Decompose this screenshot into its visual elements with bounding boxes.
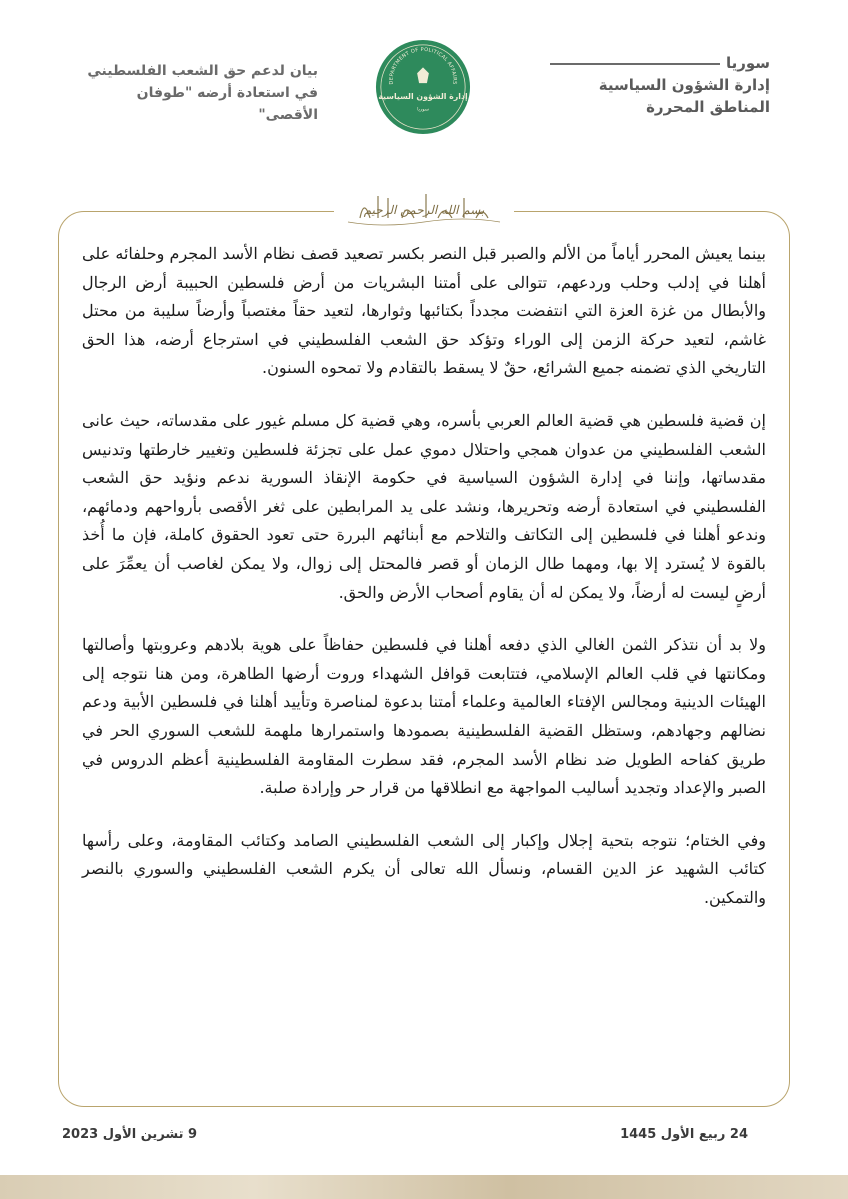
department-logo: [374, 38, 472, 136]
department-name: إدارة الشؤون السياسية: [598, 76, 770, 94]
basmala-text: بسم الله الرحمن الرحيم: [363, 203, 485, 217]
paragraph-1: بينما يعيش المحرر أياماً من الألم والصبر قبل النصر بكسر تصعيد قصف نظام الأسد المجرم وحلفائه على أهلنا في إدلب وحلب وردعهم، تتوالى على أمتنا البشريات من أرض فلسطين الحبيبة أرض الرجال والأبطال من غزة العزة التي انتفضت مجدداً بكتائبها وثوارها، لتعيد حقاً مغتصباً وأرضاً سليبة من محتل غاشم، لتعيد حركة الزمن إلى الوراء وتؤكد حق الشعب الفلسطيني في استرجاع أرضه، هذا الحق التاريخي الذي تضمنه جميع الشرائع، حقٌ لا يسقط بالتقادم ولا تمحوه السنون.: [82, 244, 766, 378]
statement-title-line1: بيان لدعم حق الشعب الفلسطيني: [87, 63, 318, 79]
logo-ring-text: DEPARTMENT OF POLITICAL AFFAIRS: [388, 46, 458, 85]
basmala-calligraphy: [344, 188, 504, 232]
logo-circle: [376, 40, 470, 134]
paragraph-2: إن قضية فلسطين هي قضية العالم العربي بأسره، وهي قضية كل مسلم غيور على مقدساته، حيث عانى الشعب الفلسطيني من عدوان همجي واحتلال دموي عمل على تجزئة فلسطين وتغيير خارطتها وتدنيس مقدساتها، وإننا في إدارة الشؤون السياسية في حكومة الإنقاذ السورية ندعم ونؤيد حق الشعب الفلسطيني في استعادة أرضه وتحريرها، ونشد على يد المرابطين على ثغر الأقصى بأرواحهم ودمائهم، وندعو أهلنا في فلسطين إلى التكاتف والتلاحم مع أبنائهم البررة حتى تعود الحقوق كاملة، فإن ما أُخذ بالقوة لا يُسترد إلا بها، ومهما طال الزمان أو قصر فالمحتل إلى زوال، ولا يمكن لغاصب أن يعمِّرَ على أرضٍ ليست له أرضاً، ولا يمكن له أن يقاوم أصحاب الأرض والحق.: [82, 410, 767, 602]
logo-name-text: إدارة الشؤون السياسية: [378, 91, 468, 101]
country-rule: [550, 63, 720, 65]
statement-body: [82, 240, 766, 936]
bottom-decorative-band: [0, 1175, 848, 1199]
paragraph-3: ولا بد أن نتذكر الثمن الغالي الذي دفعه أهلنا في فلسطين حفاظاً على هوية بلادهم وعروبتها وأصالتها ومكانتها في قلب العالم الإسلامي، فتتابعت قوافل الشهداء وروت أرضها الطاهرة، ومن هنا نتوجه إلى الهيئات الدينية ومجالس الإفتاء العالمية وعلماء أمتنا بدعوة لمناصرة وتأييد أهلنا في فلسطين الأبية ودعم نضالهم وجهادهم، وستظل القضية الفلسطينية بصمودها واستمرارها ملهمة للشعب السوري الحر في طريق كفاحه الطويل ضد نظام الأسد المجرم، فقد سطرت المقاومة الفلسطينية أعظم الدروس في الصبر والإعداد وتجديد أساليب المواجهة مع انطلاقها من قرار حر وإرادة صلبة.: [82, 635, 767, 798]
hijri-date: 24 ربيع الأول 1445: [620, 1127, 748, 1142]
country-name: سوريا: [725, 54, 770, 72]
statement-title: [78, 60, 318, 126]
paragraph-4: وفي الختام؛ نتوجه بتحية إجلال وإكبار إلى الشعب الفلسطيني الصامد وكتائب المقاومة، وعلى رأسها كتائب الشهيد عز الدين القسام، ونسأل الله تعالى أن يكرم الشعب الفلسطيني والسوري بالنصر والتمكين.: [82, 830, 766, 907]
gregorian-date: 9 تشرين الأول 2023: [62, 1127, 198, 1142]
letterhead-department: [550, 52, 770, 118]
logo-sub-text: سوريا: [417, 106, 429, 113]
region-name: المناطق المحررة: [646, 98, 770, 116]
statement-title-line2: في استعادة أرضه "طوفان الأقصى": [136, 85, 318, 123]
